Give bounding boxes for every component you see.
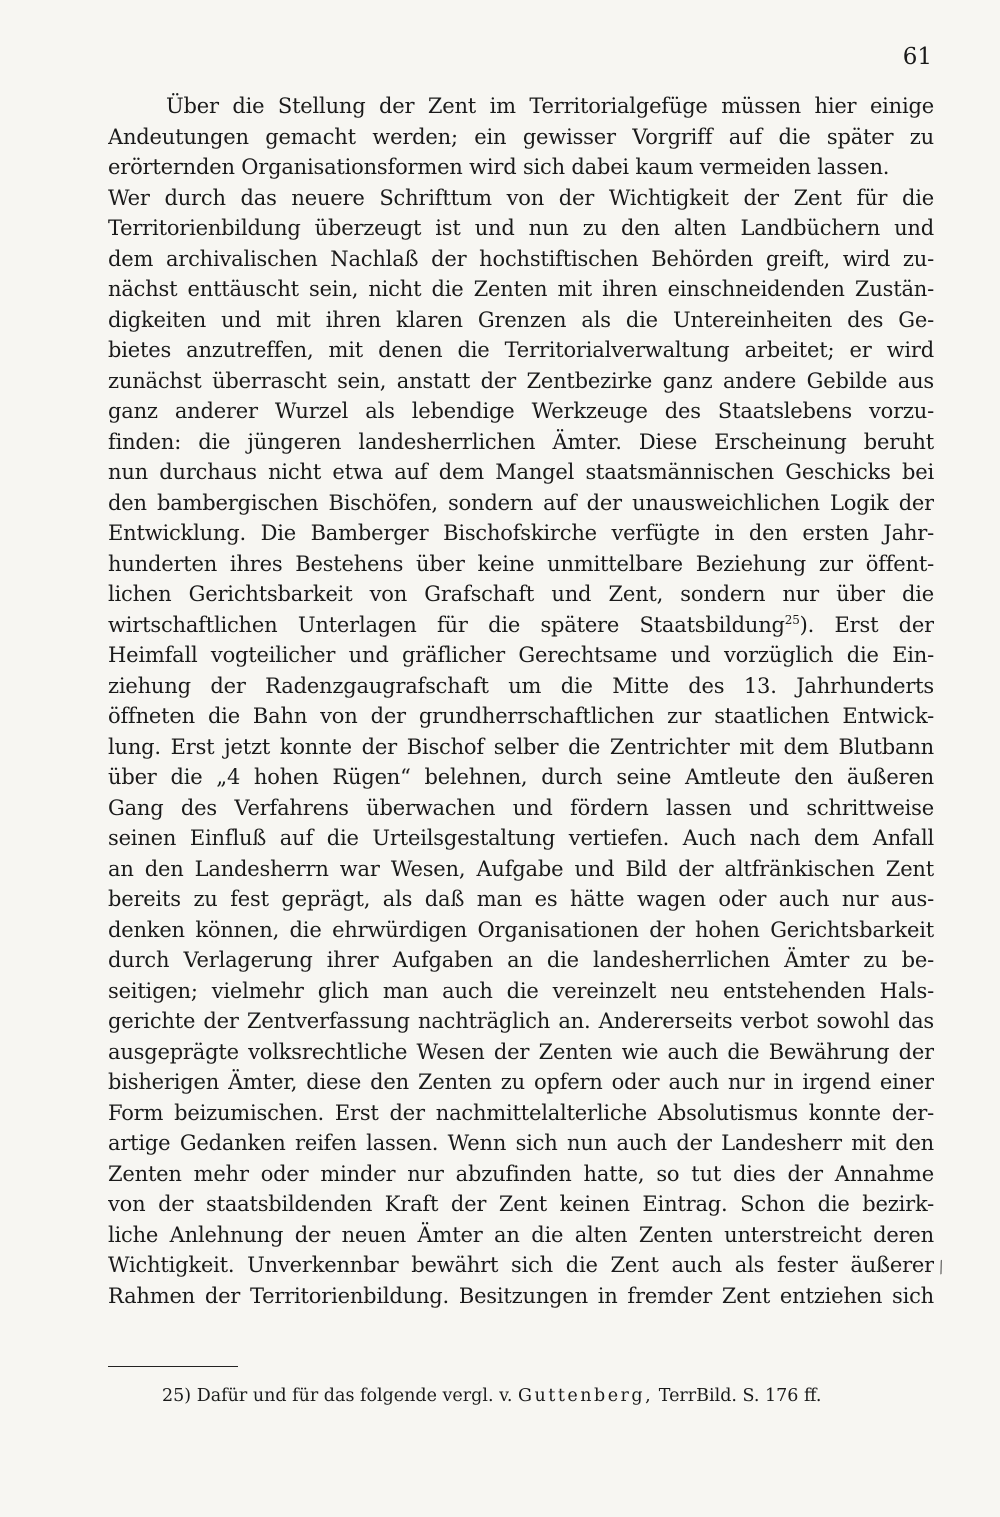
text-line: digkeiten und mit ihren klaren Grenzen als die Untereinheiten des Ge- (108, 307, 934, 332)
text-line: artige Gedanken reifen lassen. Wenn sich nun auch der Landesherr mit den (108, 1131, 934, 1155)
text-line: bietes anzutreffen, mit denen die Territorialverwaltung arbeitet; er wird (108, 338, 934, 362)
text-line: Rahmen der Territorienbildung. Besitzungen in fremder Zent entziehen sich (108, 1283, 934, 1308)
text-line: Heimfall vogteilicher und gräflicher Gerechtsame und vorzüglich die Ein- (108, 643, 934, 667)
text-line: dem archivalischen Nachlaß der hochstiftischen Behörden greift, wird zu- (108, 246, 934, 271)
text-line: öffneten die Bahn von der grundherrschaftlichen zur staatlichen Entwick- (108, 704, 934, 728)
footnote-text: Dafür und für das folgende vergl. v. (196, 1386, 513, 1406)
text-line: Andeutungen gemacht werden; ein gewisser Vorgriff auf die später zu (108, 124, 934, 149)
text-line: bereits zu fest geprägt, als daß man es hätte wagen oder auch nur aus- (108, 887, 934, 911)
text-line: liche Anlehnung der neuen Ämter an die alten Zenten unterstreicht deren (108, 1222, 934, 1247)
text-line: Territorienbildung überzeugt ist und nun zu den alten Landbüchern und (108, 216, 934, 240)
text-line: finden: die jüngeren landesherrlichen Ämter. Diese Erscheinung beruht (108, 429, 934, 454)
text-line: denken können, die ehrwürdigen Organisationen der hohen Gerichtsbarkeit (108, 917, 934, 942)
footnote (162, 1386, 942, 1406)
text-line: Über die Stellung der Zent im Territorialgefüge müssen hier einige (166, 94, 934, 118)
text-line: lichen Gerichtsbarkeit von Grafschaft und Zent, sondern nur über die (108, 582, 934, 606)
text-line: ziehung der Radenzgaugrafschaft um die Mitte des 13. Jahrhunderts (108, 673, 934, 698)
text-line: ausgeprägte volksrechtliche Wesen der Zenten wie auch die Bewährung der (108, 1039, 934, 1064)
text-line: nächst enttäuscht sein, nicht die Zenten mit ihren einschneidenden Zustän- (108, 277, 934, 301)
text-line: gerichte der Zentverfassung nachträglich an. Andererseits verbot sowohl das (108, 1009, 934, 1033)
text-line-part: wirtschaftlichen Unterlagen für die spätere Staatsbildung (108, 612, 785, 637)
text-line: seitigen; vielmehr glich man auch die vereinzelt neu entstehenden Hals- (108, 978, 934, 1003)
text-line: hunderten ihres Bestehens über keine unmittelbare Beziehung zur öffent- (108, 551, 934, 576)
text-line: nun durchaus nicht etwa auf dem Mangel staatsmännischen Geschicks bei (108, 460, 934, 484)
text-line: erörternden Organisationsformen wird sich dabei kaum vermeiden lassen. (108, 155, 890, 179)
text-line: Entwicklung. Die Bamberger Bischofskirche verfügte in den ersten Jahr- (108, 521, 934, 545)
text-line: bisherigen Ämter, diese den Zenten zu opfern oder auch nur in irgend einer (108, 1070, 934, 1094)
text-line: seinen Einfluß auf die Urteilsgestaltung vertiefen. Auch nach dem Anfall (108, 826, 934, 850)
text-line: den bambergischen Bischöfen, sondern auf der unausweichlichen Logik der (108, 490, 934, 515)
text-line: Form beizumischen. Erst der nachmittelalterliche Absolutismus konnte der- (108, 1100, 934, 1125)
text-line-part: ). Erst der (799, 612, 934, 637)
footnote-number: 25) (162, 1386, 192, 1406)
text-line: Zenten mehr oder minder nur abzufinden hatte, so tut dies der Annahme (108, 1161, 934, 1186)
pencil-margin-mark: ⁄ (935, 1258, 948, 1277)
text-line: lung. Erst jetzt konnte der Bischof selber die Zentrichter mit dem Blutbann (108, 734, 934, 759)
body-text (108, 91, 934, 1311)
footnote-reference[interactable]: 25 (784, 612, 800, 627)
text-line: Wer durch das neuere Schrifttum von der Wichtigkeit der Zent für die (108, 185, 934, 210)
text-line: zunächst überrascht sein, anstatt der Zentbezirke ganz andere Gebilde aus (108, 368, 934, 393)
page-number: 61 (902, 44, 932, 70)
footnote-rule (108, 1366, 238, 1367)
text-line: Gang des Verfahrens überwachen und fördern lassen und schrittweise (108, 795, 934, 820)
text-line: Wichtigkeit. Unverkennbar bewährt sich die Zent auch als fester äußerer (108, 1253, 934, 1277)
text-line-with-footnote-ref (108, 610, 934, 641)
footnote-text: TerrBild. S. 176 ff. (658, 1386, 822, 1406)
text-line: durch Verlagerung ihrer Aufgaben an die landesherrlichen Ämter zu be- (108, 948, 934, 972)
text-line: an den Landesherrn war Wesen, Aufgabe und Bild der altfränkischen Zent (108, 856, 934, 881)
footnote-author: Guttenberg, (518, 1386, 654, 1406)
text-line: von der staatsbildenden Kraft der Zent keinen Eintrag. Schon die bezirk- (108, 1192, 934, 1216)
text-line: über die „4 hohen Rügen“ belehnen, durch seine Amtleute den äußeren (108, 765, 934, 789)
text-line: ganz anderer Wurzel als lebendige Werkzeuge des Staatslebens vorzu- (108, 399, 934, 423)
